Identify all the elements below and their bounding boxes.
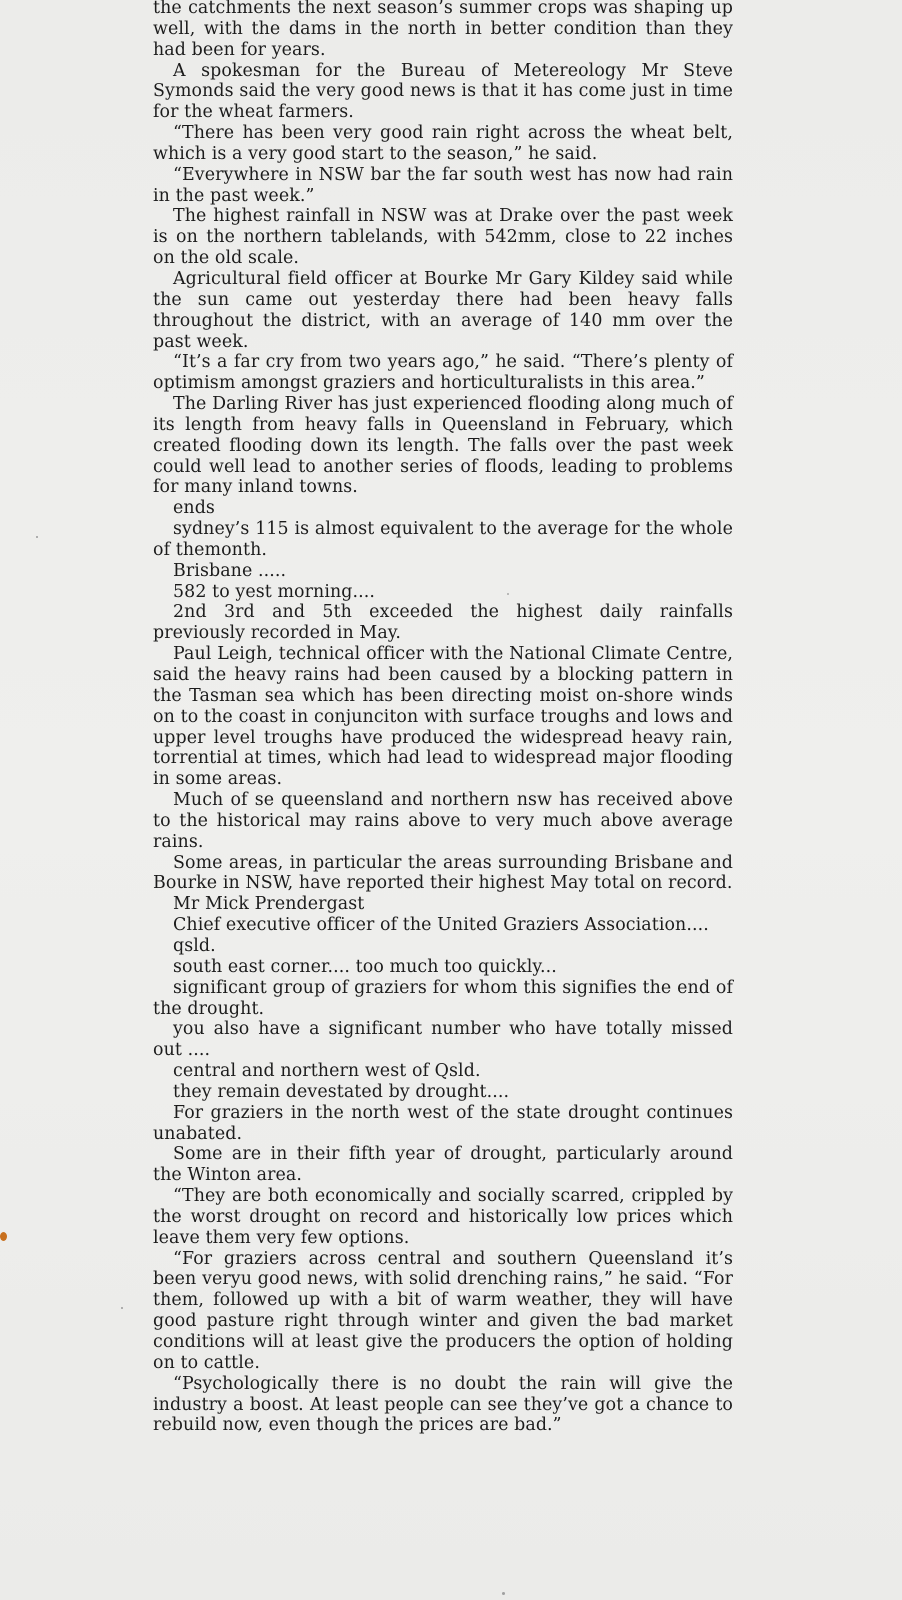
article-paragraph: they remain devestated by drought.... [173,1081,510,1102]
article-paragraph: “Everywhere in NSW bar the far south west has now had rain in the past week.” [153,164,733,206]
scan-speck [507,593,509,595]
article-paragraph: Mr Mick Prendergast [173,894,365,915]
article-paragraph: “Psychologically there is no doubt the rain will give the industry a boost. At least people can see they’ve got a chance to rebuild now, even though the prices are bad.” [153,1373,733,1436]
article-paragraph: A spokesman for the Bureau of Metereology Mr Steve Symonds said the very good news is that it has come just in time for the wheat farmers. [153,60,733,123]
article-paragraph: Some are in their fifth year of drought, particularly around the Winton area. [153,1144,733,1186]
article-paragraph: Chief executive officer of the United Graziers Association.... [173,915,709,936]
article-paragraph: ends [173,498,215,519]
scan-speck [36,536,38,538]
article-paragraph: Brisbane ..... [173,560,287,581]
article-paragraph: The Darling River has just experienced flooding along much of its length from heavy falls in Queensland in February, which created flooding down its length. The falls over the past week could well lead to another series of floods, leading to problems for many inland towns. [153,394,733,498]
article-paragraph: “There has been very good rain right across the wheat belt, which is a very good start to the season,” he said. [153,123,733,164]
article-paragraph: Paul Leigh, technical officer with the National Climate Centre, said the heavy rains had been caused by a blocking pattern in the Tasman sea which has been directing moist on-shore winds on to the coast in conjunciton with surface troughs and lows and upper level troughs have produced the widespread heavy rain, torrential at times, which had lead to widespread major flooding in some areas. [153,644,733,790]
article-paragraph: “It’s a far cry from two years ago,” he said. “There’s plenty of optimism amongst graziers and horticulturalists in this area.” [153,352,733,394]
scan-speck [0,1232,7,1241]
article-paragraph: sydney’s 115 is almost equivalent to the average for the whole of themonth. [153,519,733,560]
article-paragraph: 2nd 3rd and 5th exceeded the highest daily rainfalls previously recorded in May. [153,602,733,644]
article-paragraph: Much of se queensland and northern nsw has received above to the historical may rains above to very much above average rains. [153,790,733,852]
scan-speck [121,1307,123,1309]
article-paragraph: central and northern west of Qsld. [173,1061,481,1082]
article-paragraph: For graziers in the north west of the state drought continues unabated. [153,1102,733,1144]
article-paragraph: “For graziers across central and southern Queensland it’s been veryu good news, with solid drenching rains,” he said. “For them, followed up with a bit of warm weather, they will have good pasture right through winter and given the bad market conditions will at least give the producers the option of holding on to cattle. [153,1248,733,1373]
article-paragraph: qsld. [173,935,216,956]
article-paragraph: you also have a significant number who have totally missed out .... [153,1019,733,1061]
article-paragraph: Agricultural field officer at Bourke Mr Gary Kildey said while the sun came out yesterday there had been heavy falls throughout the district, with an average of 140 mm over the past week. [153,268,733,352]
article-paragraph: south east corner.... too much too quickly... [173,956,557,977]
scan-speck [502,1592,505,1595]
article-paragraph: 582 to yest morning.... [173,581,376,602]
article-paragraph: Some areas, in particular the areas surrounding Brisbane and Bourke in NSW, have reported their highest May total on record. [153,852,733,894]
article-paragraph: significant group of graziers for whom this signifies the end of the drought. [153,977,733,1019]
article-column [153,0,733,1436]
article-paragraph: the catchments the next season’s summer crops was shaping up well, with the dams in the north in better condition than they had been for years. [153,0,733,60]
article-paragraph: “They are both economically and socially scarred, crippled by the worst drought on record and historically low prices which leave them very few options. [153,1186,733,1248]
article-paragraph: The highest rainfall in NSW was at Drake over the past week is on the northern tablelands, with 542mm, close to 22 inches on the old scale. [153,206,733,269]
